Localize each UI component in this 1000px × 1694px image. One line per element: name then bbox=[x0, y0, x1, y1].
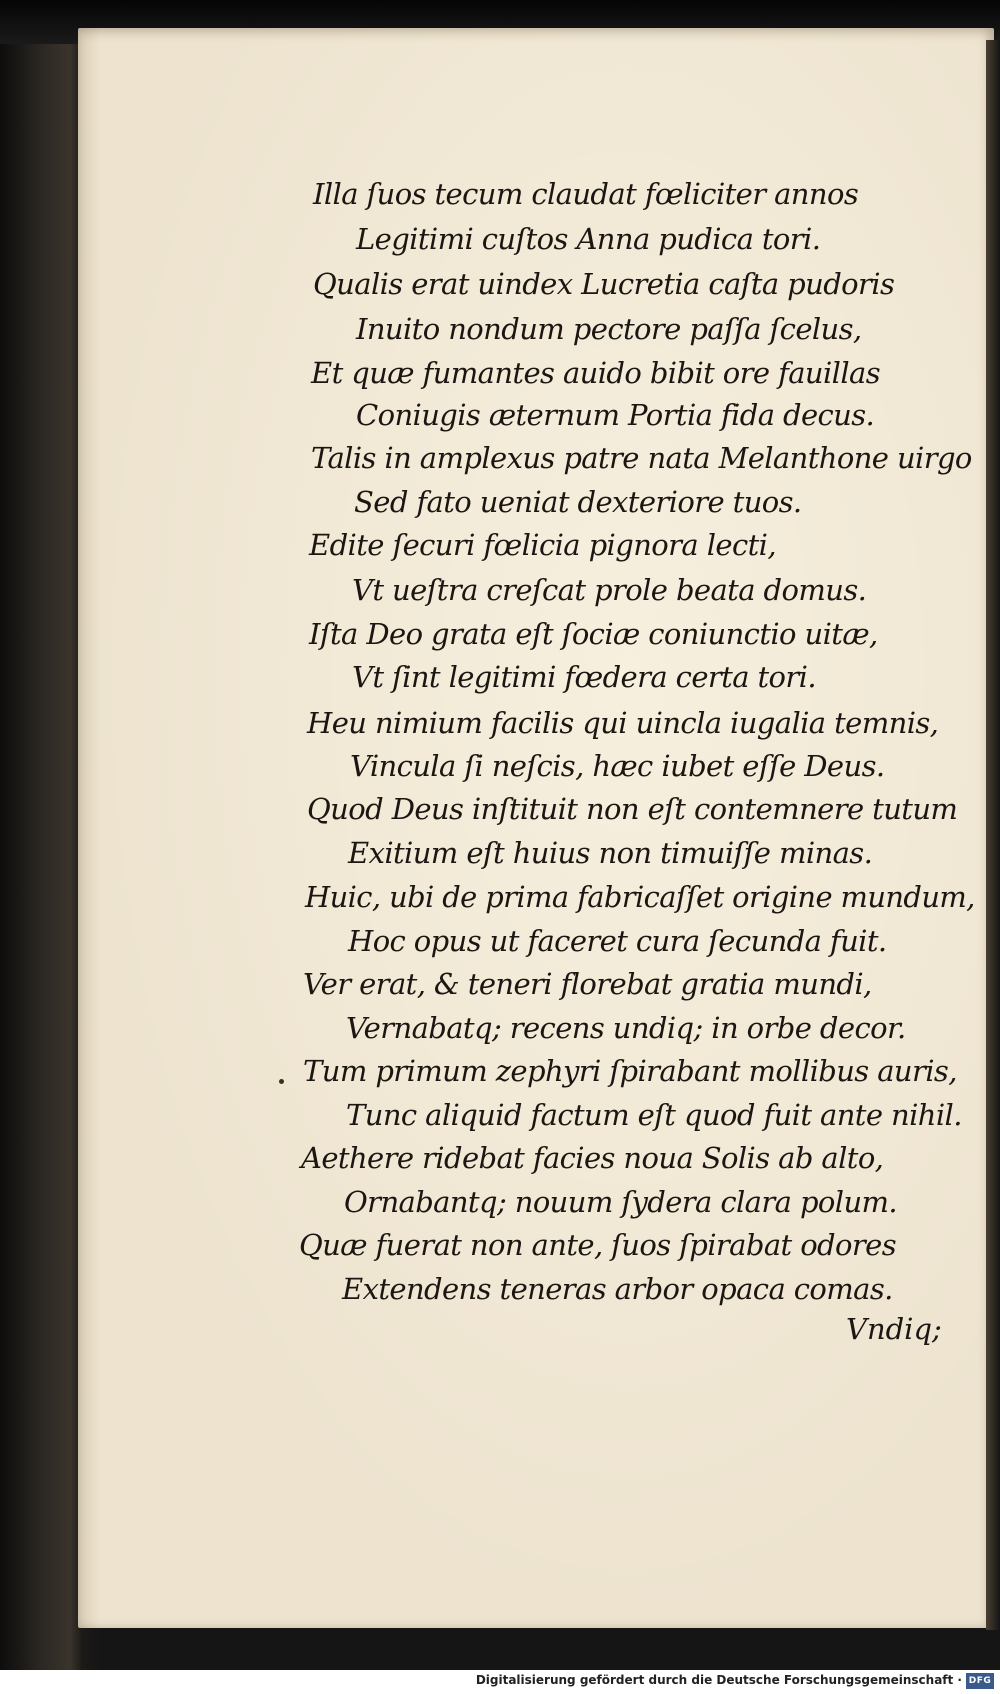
verse-line: Ver erat, & teneri florebat gratia mundi, bbox=[303, 967, 872, 1001]
verse-line: Quæ fuerat non ante, ſuos ſpirabat odores bbox=[299, 1228, 896, 1262]
verse-line: Illa ſuos tecum claudat fœliciter annos bbox=[313, 177, 859, 211]
verse-line: Hoc opus ut faceret cura ſecunda fuit. bbox=[348, 924, 887, 958]
verse-line: Extendens teneras arbor opaca comas. bbox=[342, 1272, 893, 1306]
verse-line: Inuito nondum pectore paſſa ſcelus, bbox=[356, 312, 862, 346]
verse-line: Vernabatq; recens undiq; in orbe decor. bbox=[346, 1011, 906, 1045]
verse-line: Talis in amplexus patre nata Melanthone uirgo bbox=[311, 441, 972, 475]
verse-line: Legitimi cuſtos Anna pudica tori. bbox=[356, 222, 821, 256]
verse-line: Quod Deus inſtituit non eſt contemnere tutum bbox=[307, 792, 958, 826]
verse-line: Edite ſecuri fœlicia pignora lecti, bbox=[309, 528, 776, 562]
catchword: Vndiq; bbox=[846, 1312, 942, 1346]
verse-line: Exitium eſt huius non timuiſſe minas. bbox=[348, 836, 873, 870]
footer-bar bbox=[0, 1670, 1000, 1694]
dfg-logo-icon: DFG bbox=[966, 1673, 994, 1689]
verse-line: Vt ſint legitimi fœdera certa tori. bbox=[352, 660, 816, 694]
verse-line: Tum primum zephyri ſpirabant mollibus auris, bbox=[303, 1054, 957, 1088]
verse-line: Et quæ fumantes auido bibit ore fauillas bbox=[311, 356, 880, 390]
footer-credit: Digitalisierung gefördert durch die Deutsche Forschungsgemeinschaft · bbox=[475, 1673, 962, 1687]
verse-line: Huic, ubi de prima fabricaſſet origine mundum, bbox=[305, 880, 975, 914]
verse-line: Aethere ridebat facies noua Solis ab alto, bbox=[301, 1141, 884, 1175]
verse-line: Heu nimium facilis qui uincla iugalia temnis, bbox=[307, 706, 939, 740]
verse-line: Vt ueſtra creſcat prole beata domus. bbox=[352, 573, 867, 607]
verse-line: Vincula ſi neſcis, hæc iubet eſſe Deus. bbox=[350, 749, 885, 783]
verse-line: Coniugis æternum Portia fida decus. bbox=[356, 398, 875, 432]
verse-line: Iſta Deo grata eſt ſociæ coniunctio uitæ, bbox=[309, 617, 878, 651]
verse-line: Qualis erat uindex Lucretia caſta pudoris bbox=[313, 267, 895, 301]
verse-line: Ornabantq; nouum ſydera clara polum. bbox=[344, 1185, 898, 1219]
ink-speck bbox=[279, 1079, 284, 1084]
verse-line: Tunc aliquid factum eſt quod fuit ante nihil. bbox=[346, 1098, 962, 1132]
verse-line: Sed fato ueniat dexteriore tuos. bbox=[354, 485, 802, 519]
